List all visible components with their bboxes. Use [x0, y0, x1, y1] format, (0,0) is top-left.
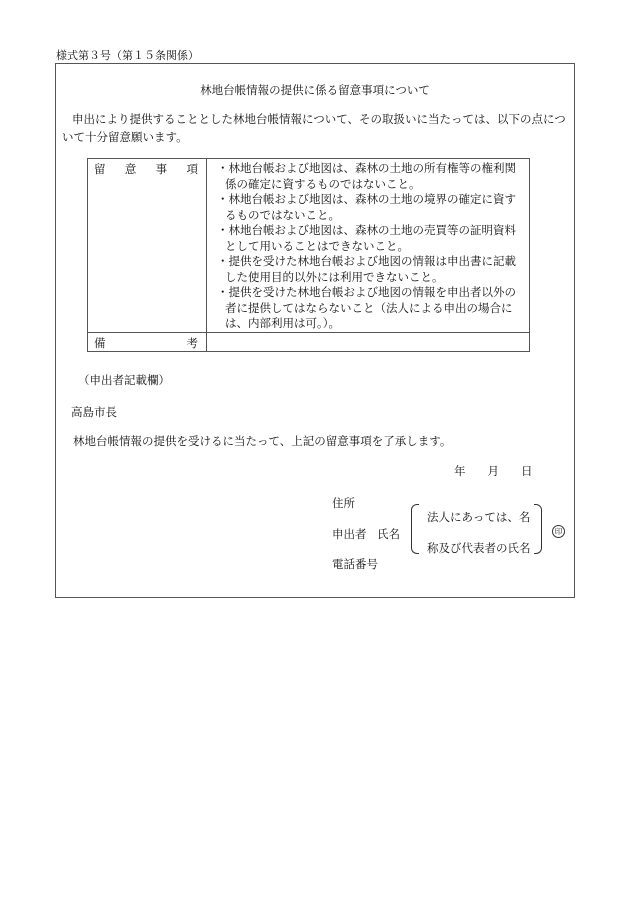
remarks-label: 備考	[94, 335, 198, 350]
note-item: ・提供を受けた林地台帳および地図の情報を申出者以外の者に提供してはならないこと（法人による申出の場合には、内部利用は可。）。	[217, 285, 516, 330]
intro-paragraph: 申出により提供することとした林地台帳情報について、その取扱いに当たっては、以下の点について十分留意願います。	[62, 112, 566, 144]
form-frame	[55, 63, 575, 598]
note-item: ・林地台帳および地図は、森林の土地の境界の確定に資するものではないこと。	[217, 192, 516, 222]
month-label: 月	[487, 464, 499, 478]
date-line	[454, 463, 555, 479]
corporate-note-line1: 法人にあっては、名	[427, 510, 531, 524]
applicant-label: 申出者	[332, 527, 367, 541]
remarks-value-field[interactable]	[207, 332, 530, 351]
notes-label-cell	[88, 159, 207, 333]
note-item: ・林地台帳および地図は、森林の土地の所有権等の権利関係の確定に資するものではないこと。	[217, 161, 516, 191]
addressee: 高島市長	[71, 405, 117, 419]
document-title: 林地台帳情報の提供に係る留意事項について	[200, 83, 430, 97]
note-item: ・林地台帳および地図は、森林の土地の売買等の証明資料として用いることはできないこと。	[217, 223, 516, 253]
remarks-label-cell	[88, 332, 207, 351]
notes-table	[87, 158, 530, 352]
seal-mark: 印	[552, 525, 565, 538]
note-item: ・提供を受けた林地台帳および地図の情報は申出書に記載した使用目的以外には利用できないこと。	[217, 254, 516, 284]
acceptance-statement: 林地台帳情報の提供を受けるに当たって、上記の留意事項を了承します。	[73, 434, 452, 448]
left-bracket	[411, 504, 419, 554]
applicant-section-heading: （申出者記載欄）	[78, 373, 170, 387]
notes-label: 留意事項	[94, 162, 198, 176]
notes-content-cell	[207, 159, 530, 333]
corporate-note-line2: 称及び代表者の氏名	[427, 541, 531, 555]
phone-label: 電話番号	[332, 557, 378, 571]
year-label: 年	[454, 464, 466, 478]
right-bracket	[534, 504, 542, 554]
name-label: 氏名	[377, 527, 400, 541]
form-number: 様式第３号（第１５条関係）	[56, 49, 199, 62]
notes-row	[88, 159, 530, 333]
remarks-row	[88, 332, 530, 351]
address-label: 住所	[332, 496, 355, 510]
day-label: 日	[521, 464, 533, 478]
